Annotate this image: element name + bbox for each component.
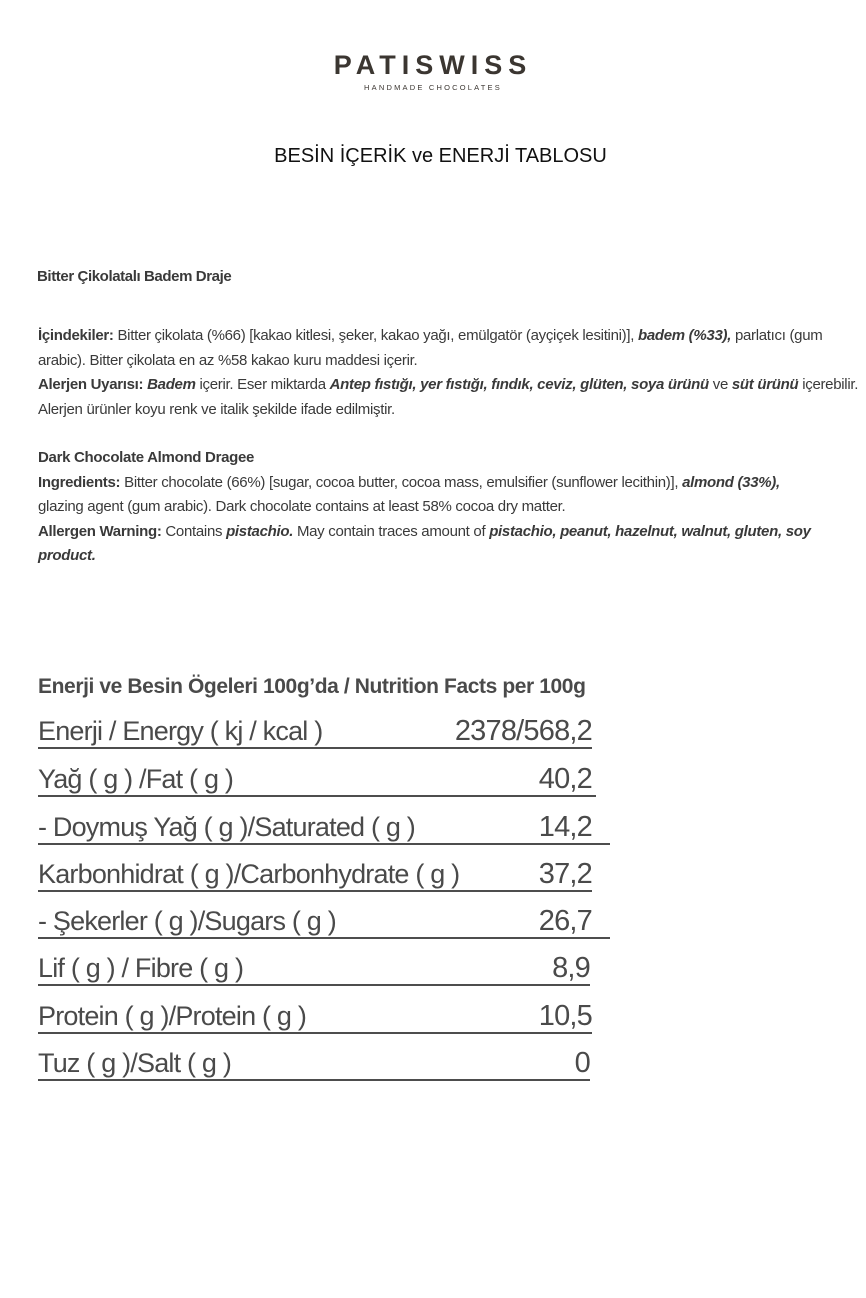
nutrition-row-salt <box>38 1049 590 1081</box>
nutrition-label: Karbonhidrat ( g )/Carbonhydrate ( g ) <box>38 859 460 889</box>
nutrition-label: Lif ( g ) / Fibre ( g ) <box>38 953 244 983</box>
allergen-tr-text-4: içerebilir. <box>798 376 859 393</box>
nutrition-label: - Şekerler ( g )/Sugars ( g ) <box>38 906 336 936</box>
ingredients-en-text-1: Bitter chocolate (66%) [sugar, cocoa butter, cocoa mass, emulsifier (sunflower lecithin)], <box>120 473 683 491</box>
nutrition-value: 37,2 <box>538 858 592 890</box>
nutrition-row-fat <box>38 765 596 797</box>
page-title: BESİN İÇERİK ve ENERJİ TABLOSU <box>274 145 607 167</box>
nutrition-row-protein <box>38 1002 592 1034</box>
product-name-en: Dark Chocolate Almond Dragee <box>38 449 255 466</box>
nutrition-heading: Enerji ve Besin Ögeleri 100g’da / Nutrition Facts per 100g <box>38 675 586 698</box>
nutrition-label: Yağ ( g ) /Fat ( g ) <box>38 764 234 794</box>
nutrition-row-saturated <box>38 813 610 845</box>
allergen-en-bold-2: pistachio, peanut, hazelnut, walnut, gluten, soy product. <box>38 522 811 564</box>
nutrition-value: 0 <box>574 1047 590 1079</box>
allergen-en-text-2: May contain traces amount of <box>293 522 490 540</box>
nutrition-value: 8,9 <box>552 952 590 984</box>
allergen-tr-text-3: ve <box>708 376 732 393</box>
nutrition-row-sugars <box>38 907 610 939</box>
allergen-tr-text-2: içerir. Eser miktarda <box>195 376 330 393</box>
nutrition-value: 2378/568,2 <box>454 715 592 747</box>
nutrition-label: Enerji / Energy ( kj / kcal ) <box>38 716 323 746</box>
nutrition-value: 26,7 <box>538 905 592 937</box>
ingredients-en-text-2: glazing agent (gum arabic). Dark chocolate contains at least 58% cocoa dry matter. <box>38 498 566 515</box>
nutrition-value: 40,2 <box>538 763 592 795</box>
nutrition-value: 14,2 <box>538 811 592 843</box>
english-ingredients-section <box>38 446 826 569</box>
product-name-tr: Bitter Çikolatalı Badem Draje <box>37 268 232 285</box>
turkish-ingredients-section <box>38 324 859 422</box>
allergen-tr-bold-1: Badem <box>147 376 196 393</box>
allergen-en-text-1: Contains <box>161 522 227 540</box>
allergen-tr-bold-3: süt ürünü <box>731 376 799 393</box>
ingredients-tr-text-2: parlatıcı (gum arabic). Bitter çikolata en az %58 kakao kuru maddesi içerir. <box>38 327 823 369</box>
ingredients-en-allergen: almond (33%), <box>682 473 780 491</box>
nutrition-row-energy <box>38 717 592 749</box>
brand-tagline: HANDMADE CHOCOLATES <box>364 83 502 92</box>
allergen-tr <box>38 373 859 398</box>
nutrition-row-carbohydrate <box>38 860 592 892</box>
nutrition-label: - Doymuş Yağ ( g )/Saturated ( g ) <box>38 812 415 842</box>
nutrition-label: Tuz ( g )/Salt ( g ) <box>38 1048 232 1078</box>
nutrition-label: Protein ( g )/Protein ( g ) <box>38 1001 307 1031</box>
nutrition-row-fibre <box>38 954 590 986</box>
ingredients-en <box>38 471 826 520</box>
allergen-en <box>38 520 826 569</box>
ingredients-tr-text-1: Bitter çikolata (%66) [kakao kitlesi, şeker, kakao yağı, emülgatör (ayçiçek lesitini)], <box>113 327 638 344</box>
ingredients-en-label: Ingredients: <box>38 473 121 491</box>
allergen-tr-bold-2: Antep fıstığı, yer fıstığı, fındık, ceviz, glüten, soya ürünü <box>329 376 709 393</box>
ingredients-tr-allergen: badem (%33), <box>637 327 732 344</box>
allergen-en-bold-1: pistachio. <box>226 522 294 540</box>
allergen-tr-note: Alerjen ürünler koyu renk ve italik şekilde ifade edilmiştir. <box>38 400 395 418</box>
allergen-tr-label: Alerjen Uyarısı: <box>38 376 144 393</box>
brand-name: PATISWISS <box>333 50 533 80</box>
brand-logo <box>0 48 866 93</box>
nutrition-value: 10,5 <box>538 1000 592 1032</box>
allergen-en-label: Allergen Warning: <box>38 522 162 540</box>
ingredients-tr <box>38 324 826 373</box>
ingredients-tr-label: İçindekiler: <box>38 327 114 344</box>
